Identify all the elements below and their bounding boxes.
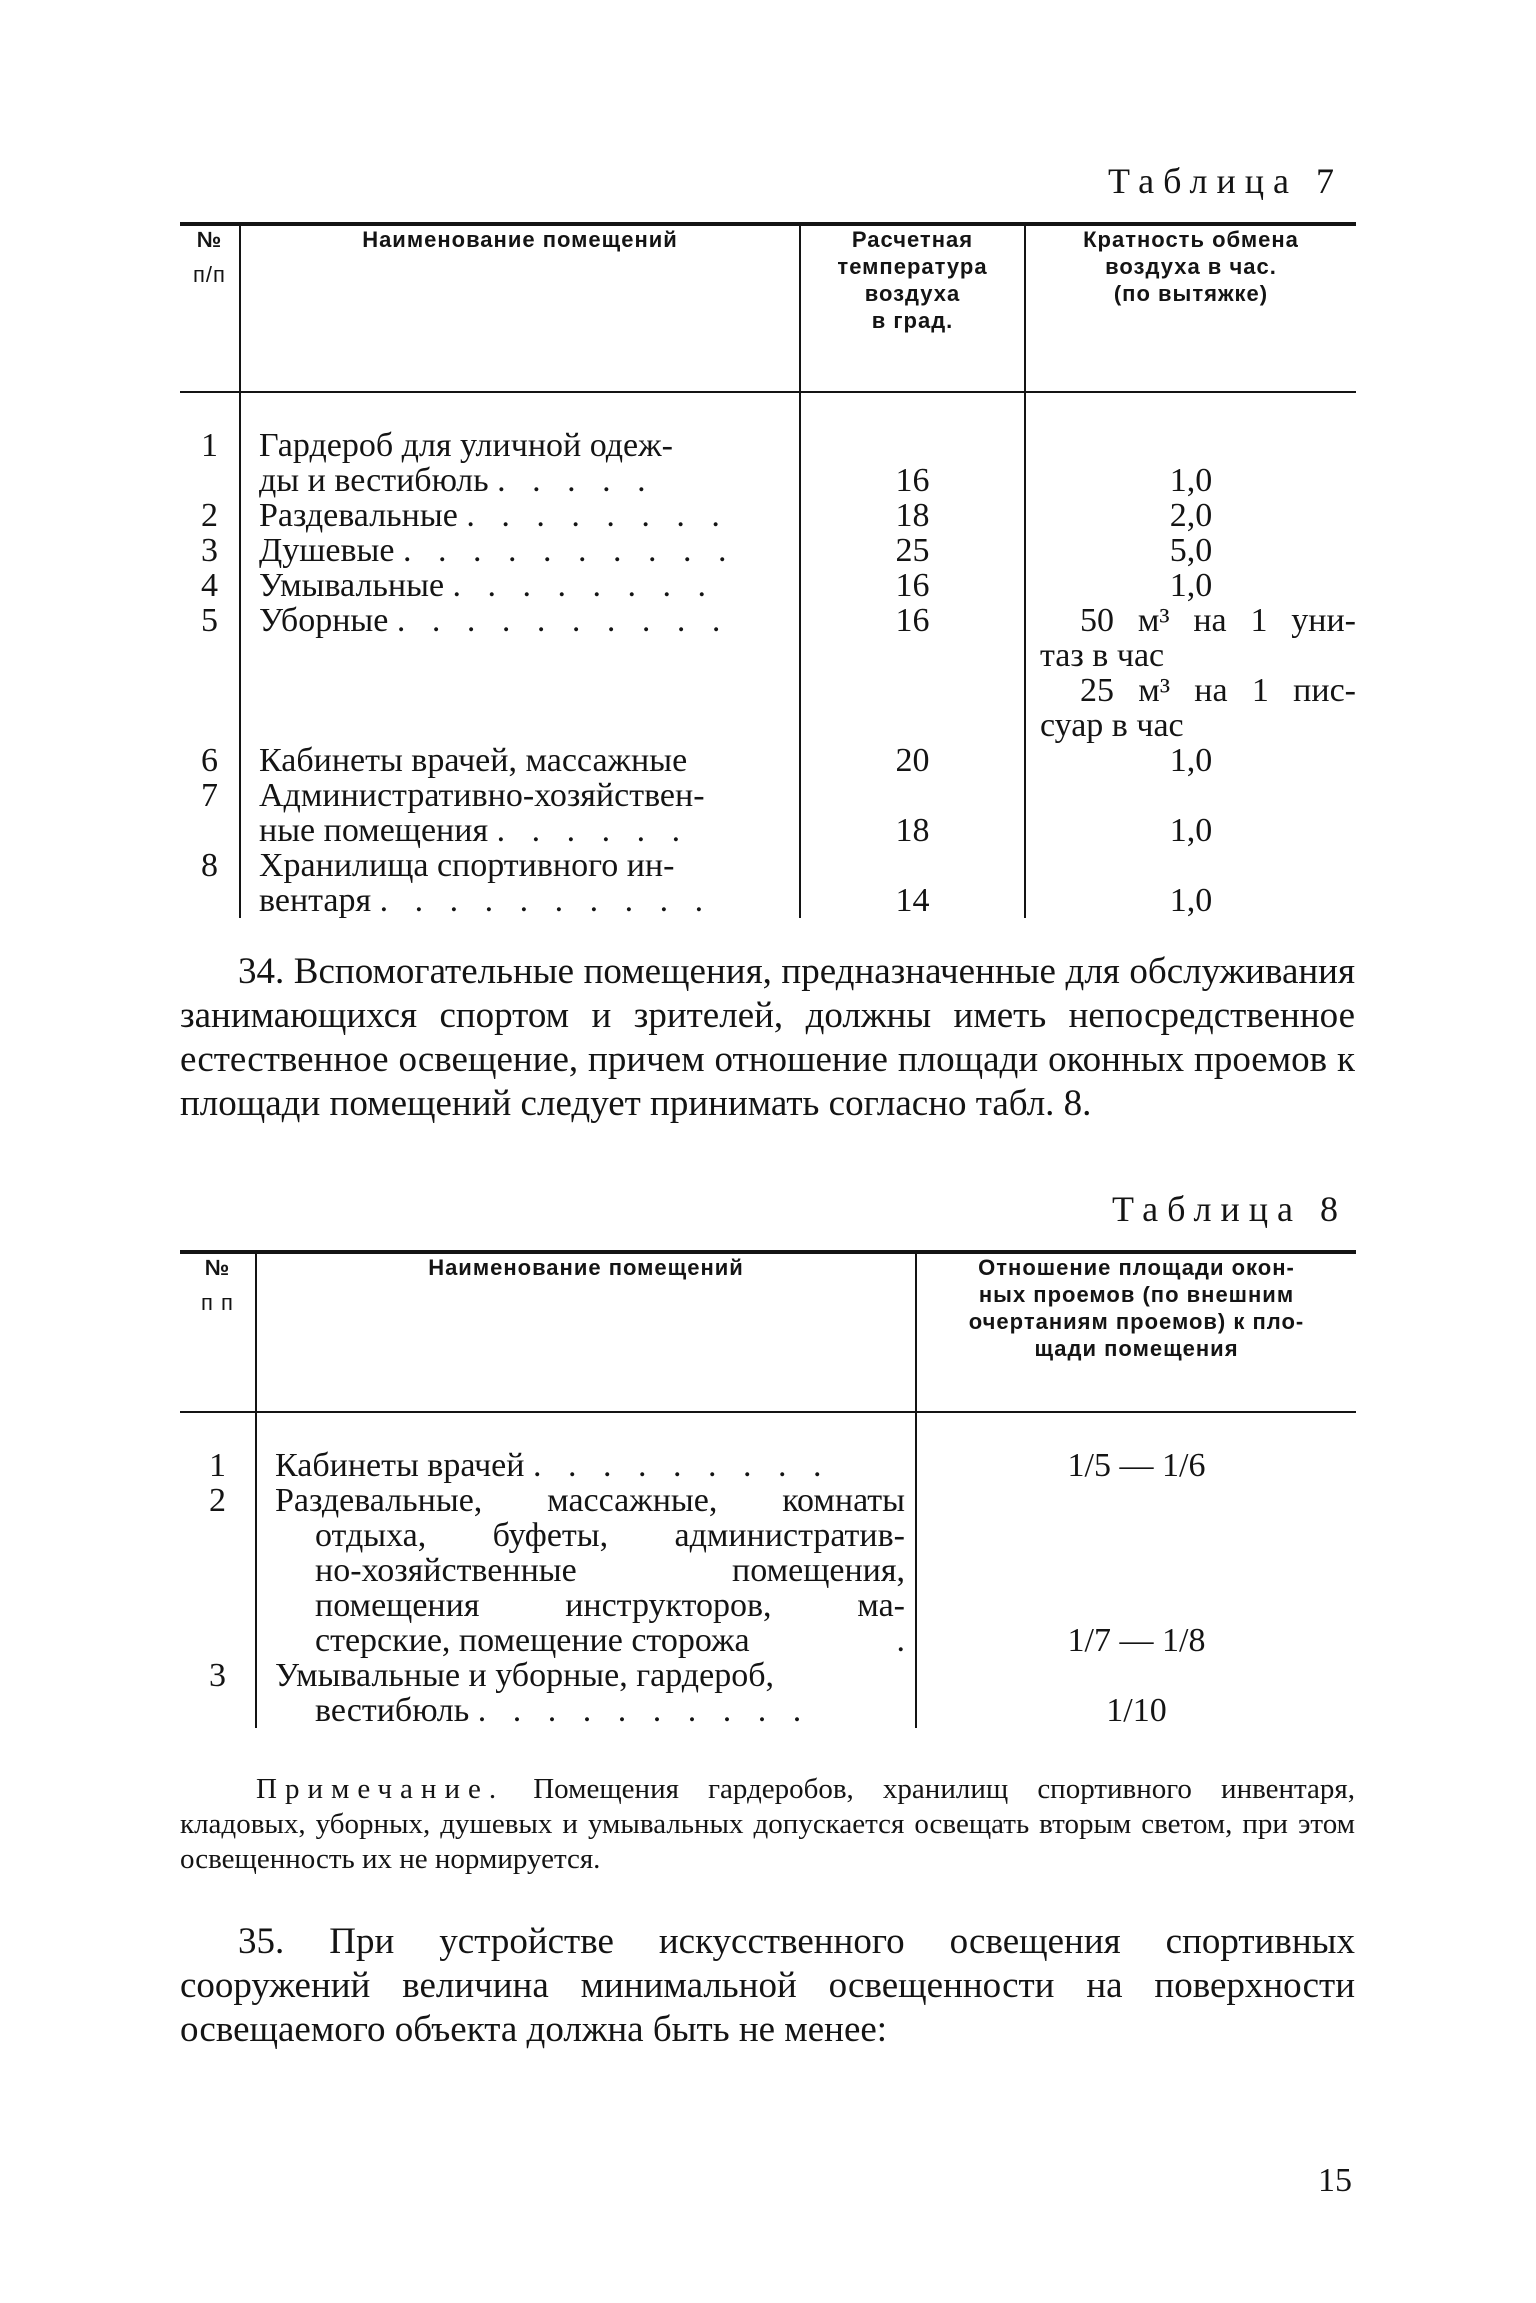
table7-row: 1 Гардероб для уличной одеж- ды и вестибюль . . . . . 16 1,0 [180,428,1356,498]
table8-header-row [180,1252,1356,1412]
table7-header-temp: Расчетная температура воздуха в град. [800,224,1025,392]
table7-row: 5 Уборные . . . . . . . . . . 16 50 м³ на 1 уни- таз в час 25 м³ на 1 пис- суар в час [201,602,1356,744]
paragraph-35: 35. При устройстве искусственного освещения спортивных сооружений величина минимальной освещенности на поверхности освещаемого объекта должна быть не менее: [180,1921,1355,2050]
table7-row: 4 Умывальные . . . . . . . . 16 1,0 [180,568,1356,603]
table7-row: 2 Раздевальные . . . . . . . . 18 2,0 [180,498,1356,533]
table7-row: 3 Душевые . . . . . . . . . . 25 5,0 [180,533,1356,568]
table7-header-num: № п/п [193,227,226,287]
table7-row: 8 Хранилища спортивного ин- вентаря . . . . . . . . . . 14 1,0 [180,848,1356,918]
page-number: 15 [1318,2162,1352,2199]
table7-row: 7 Административно-хозяйствен- ные помещения . . . . . . 18 1,0 [180,778,1356,848]
table7-header-rate: Кратность обмена воздуха в час. (по вытяжке) [1025,224,1356,392]
table8-header-name: Наименование помещений [256,1252,916,1412]
table8-row: 3 Умывальные и уборные, гардероб, вестибюль . . . . . . . . . . 1/10 [180,1658,1356,1728]
table8-row2-name: Раздевальные, массажные, комнаты отдыха, буфеты, административ- но-хозяйственные помещения, помещения инструкторов, ма- стерские, помещение сторожа . [256,1483,916,1658]
table7 [180,222,1356,918]
paragraph-34: 34. Вспомогательные помещения, предназначенные для обслуживания занимающихся спортом и зрителей, должны иметь непосредственное естественное освещение, причем отношение площади оконных проемов к площади помещений следует принимать согласно табл. 8. [180,951,1355,1124]
table7-row5-rate: 50 м³ на 1 уни- таз в час 25 м³ на 1 пис- суар в час [1025,603,1356,743]
table7-row-name: Гардероб для уличной одеж- ды и вестибюль . . . . . [240,428,800,498]
table8-header-ratio: Отношение площади окон- ных проемов (по внешним очертаниям проемов) к пло- щади помещения [916,1252,1356,1412]
table7-header-row [180,224,1356,392]
table8 [180,1250,1356,1728]
table7-header-name: Наименование помещений [240,224,800,392]
table7-caption: Таблица 7 [1108,161,1343,201]
table7-row: 6 Кабинеты врачей, массажные 20 1,0 [180,743,1356,778]
table8-note: Примечание. Помещения гардеробов, хранилищ спортивного инвентаря, кладовых, уборных, душевых и умывальных допускается освещать вторым светом, при этом освещенность их не нормируется. [180,1773,1355,1875]
table8-caption: Таблица 8 [1112,1189,1347,1229]
table8-row: 2 Раздевальные, массажные, комнаты отдыха, буфеты, административ- но-хозяйственные помещения, помещения инструкторов, ма- стерские, помещение сторожа . 1/7 — 1/8 [180,1483,1356,1658]
table8-header-num: № п п [201,1255,234,1315]
table8-row: 1 Кабинеты врачей . . . . . . . . . 1/5 — 1/6 [180,1448,1356,1483]
